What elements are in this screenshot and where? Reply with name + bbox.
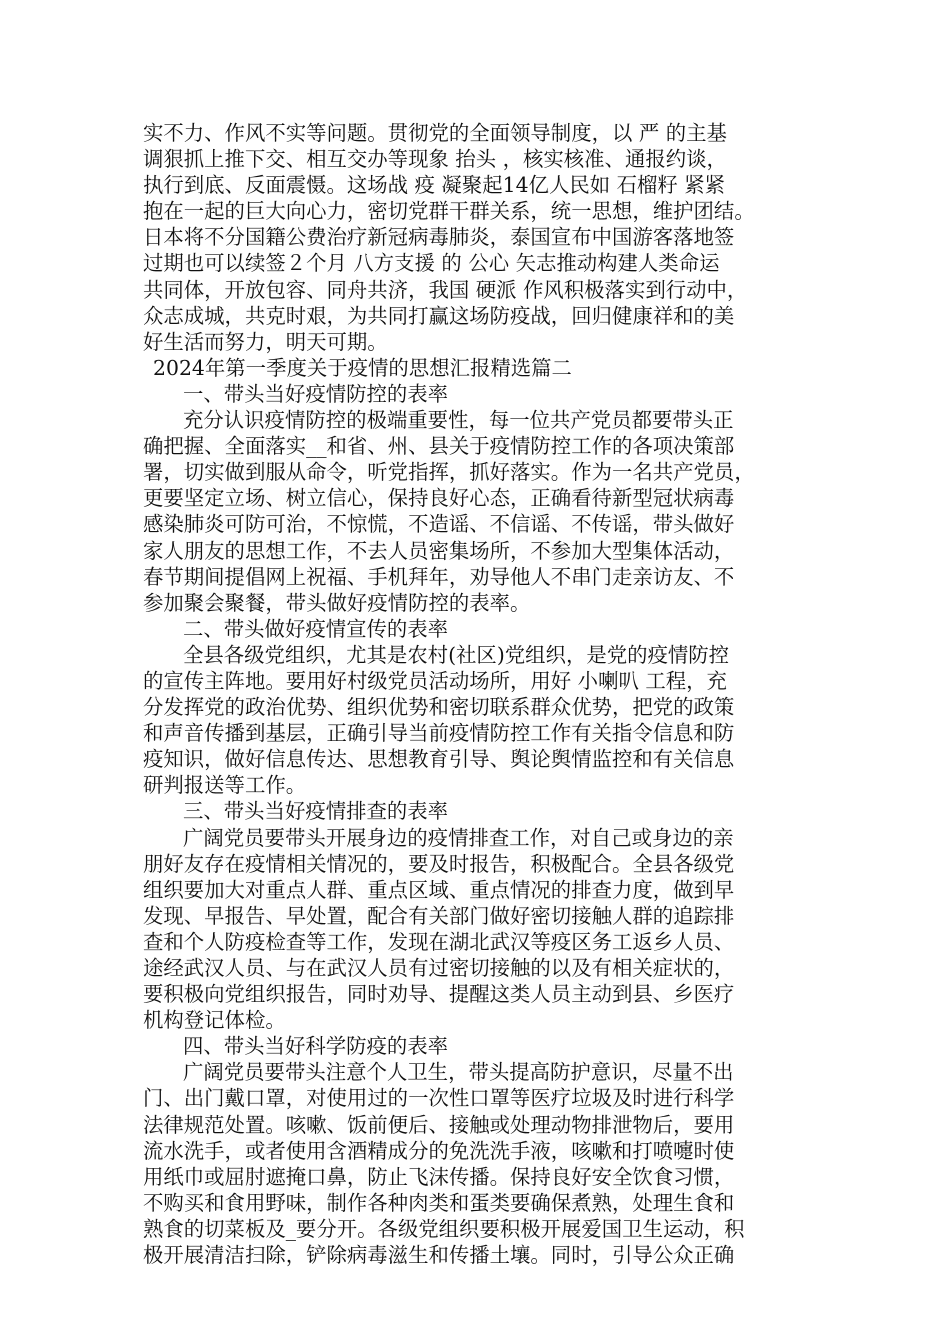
text-line: 门、出门戴口罩，对使用过的一次性口罩等医疗垃圾及时进行科学 [143, 1086, 735, 1111]
document-title: 2024年第一季度关于疫情的思想汇报精选篇二 [153, 355, 572, 380]
text-line: 日本将不分国籍公费治疗新冠病毒肺炎，泰国宣布中国游客落地签 [143, 225, 735, 250]
text-line: 广阔党员要带头注意个人卫生，带头提高防护意识，尽量不出 [183, 1060, 734, 1085]
section-heading: 四、带头当好科学防疫的表率 [183, 1034, 449, 1059]
text-line: 实不力、作风不实等问题。贯彻党的全面领导制度，以 严 的主基 [143, 121, 727, 145]
text-line: 查和个人防疫检查等工作，发现在湖北武汉等疫区务工返乡人员、 [143, 929, 735, 954]
text-line: 和声音传播到基层，正确引导当前疫情防控工作有关指令信息和防 [143, 721, 735, 746]
text-line: 不购买和食用野味，制作各种肉类和蛋类要确保煮熟，处理生食和 [143, 1190, 735, 1215]
text-line: 法律规范处置。咳嗽、饭前便后、接触或处理动物排泄物后，要用 [143, 1112, 735, 1137]
text-line: 署，切实做到服从命令，听党指挥，抓好落实。作为一名共产党员， [143, 460, 755, 485]
text-line: 的宣传主阵地。要用好村级党员活动场所，用好 小喇叭 工程，充 [143, 668, 727, 693]
paragraph-section-4 [143, 1059, 811, 1268]
text-line: 流水洗手，或者使用含酒精成分的免洗洗手液，咳嗽和打喷嚏时使 [143, 1138, 735, 1163]
text-line: 发现、早报告、早处置，配合有关部门做好密切接触人群的追踪排 [143, 903, 735, 928]
text-line: 分发挥党的政治优势、组织优势和密切联系群众优势，把党的政策 [143, 695, 735, 720]
paragraph-intro [143, 120, 811, 355]
paragraph-section-1 [143, 407, 811, 616]
text-line: 极开展清洁扫除，铲除病毒滋生和传播土壤。同时，引导公众正确 [143, 1243, 735, 1268]
text-line: 更要坚定立场、树立信心，保持良好心态，正确看待新型冠状病毒 [143, 486, 735, 511]
text-line: 全县各级党组织，尤其是农村(社区)党组织，是党的疫情防控 [183, 642, 730, 667]
text-line: 用纸巾或屈肘遮掩口鼻，防止飞沫传播。保持良好安全饮食习惯， [143, 1164, 735, 1189]
text-line: 确把握、全面落实__和省、州、县关于疫情防控工作的各项决策部 [143, 434, 735, 459]
text-line: 熟食的切菜板及_要分开。各级党组织要积极开展爱国卫生运动，积 [143, 1216, 745, 1241]
text-line: 组织要加大对重点人群、重点区域、重点情况的排查力度，做到早 [143, 877, 735, 902]
text-line: 研判报送等工作。 [143, 773, 307, 798]
document-body [143, 120, 811, 1268]
text-line: 执行到底、反面震慑。这场战 疫 凝聚起14亿人民如 石榴籽 紧紧 [143, 173, 726, 198]
text-line: 春节期间提倡网上祝福、手机拜年，劝导他人不串门走亲访友、不 [143, 564, 735, 589]
text-line: 众志成城，共克时艰，为共同打赢这场防疫战，回归健康祥和的美 [143, 303, 735, 328]
text-line: 机构登记体检。 [143, 1008, 286, 1033]
paragraph-section-3 [143, 825, 811, 1034]
text-line: 充分认识疫情防控的极端重要性，每一位共产党员都要带头正 [183, 408, 734, 433]
section-heading: 二、带头做好疫情宣传的表率 [183, 616, 449, 641]
section-heading: 一、带头当好疫情防控的表率 [183, 381, 449, 406]
text-line: 参加聚会聚餐，带头做好疫情防控的表率。 [143, 590, 531, 615]
text-line: 要积极向党组织报告，同时劝导、提醒这类人员主动到县、乡医疗 [143, 982, 735, 1007]
text-line: 好生活而努力，明天可期。 [143, 329, 388, 354]
text-line: 家人朋友的思想工作，不去人员密集场所，不参加大型集体活动， [143, 538, 735, 563]
text-line: 广阔党员要带头开展身边的疫情排查工作，对自己或身边的亲 [183, 825, 734, 850]
text-line: 途经武汉人员、与在武汉人员有过密切接触的以及有相关症状的， [143, 956, 735, 980]
text-line: 过期也可以续签２个月 八方支援 的 公心 矢志推动构建人类命运 [143, 251, 720, 276]
text-line: 调狠抓上推下交、相互交办等现象 抬头 ，核实核准、通报约谈， [143, 147, 727, 172]
section-heading: 三、带头当好疫情排查的表率 [183, 799, 449, 824]
text-line: 共同体，开放包容、同舟共济，我国 硬派 作风积极落实到行动中， [143, 277, 748, 302]
text-line: 感染肺炎可防可治，不惊慌，不造谣、不信谣、不传谣，带头做好 [143, 512, 735, 537]
text-line: 疫知识，做好信息传达、思想教育引导、舆论舆情监控和有关信息 [143, 747, 735, 772]
text-line: 抱在一起的巨大向心力，密切党群干群关系，统一思想，维护团结。 [143, 199, 755, 224]
text-line: 朋好友存在疫情相关情况的，要及时报告，积极配合。全县各级党 [143, 851, 735, 876]
paragraph-section-2 [143, 642, 811, 799]
